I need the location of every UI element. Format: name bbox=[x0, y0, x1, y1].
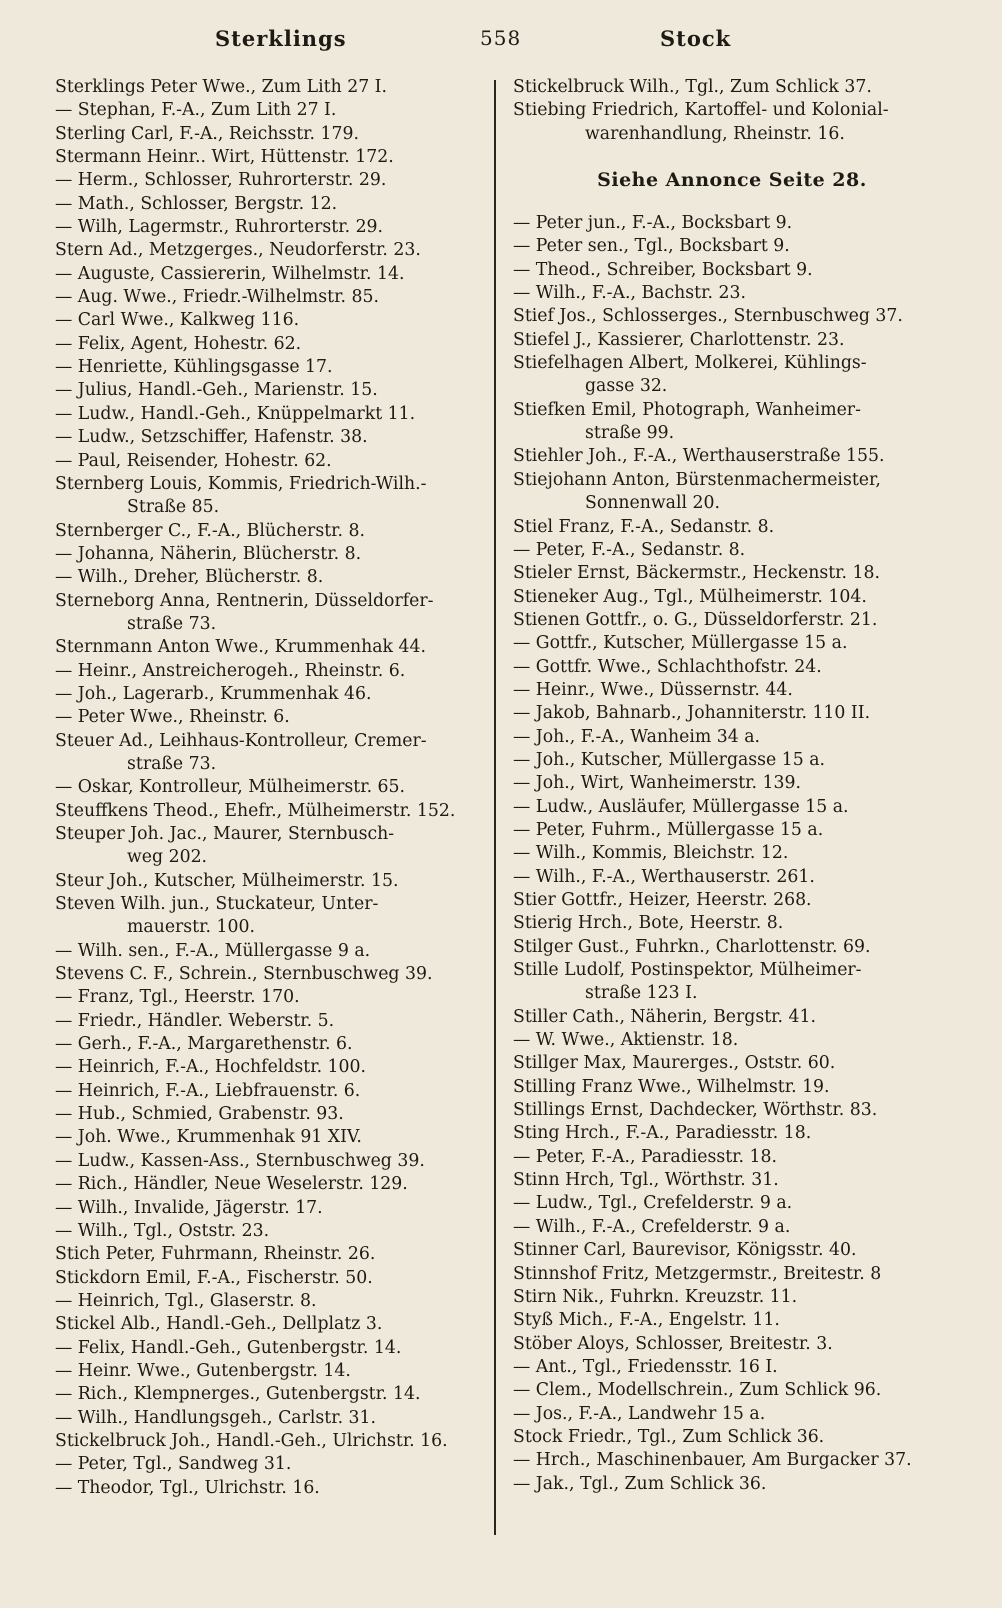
directory-entry: — Gottfr. Wwe., Schlachthofstr. 24. bbox=[513, 656, 822, 677]
entry-continuation: warenhandlung, Rheinstr. 16. bbox=[585, 123, 845, 144]
directory-entry: — Heinr. Wwe., Gutenbergstr. 14. bbox=[55, 1360, 351, 1381]
directory-entry: — Gerh., F.-A., Margarethenstr. 6. bbox=[55, 1034, 353, 1055]
directory-entry: Stilling Franz Wwe., Wilhelmstr. 19. bbox=[513, 1076, 830, 1097]
directory-entry: — Aug. Wwe., Friedr.-Wilhelmstr. 85. bbox=[55, 287, 379, 308]
directory-entry: — Peter sen., Tgl., Bocksbart 9. bbox=[513, 236, 790, 257]
entry-continuation: straße 99. bbox=[585, 423, 675, 444]
directory-entry: — Ant., Tgl., Friedensstr. 16 I. bbox=[513, 1356, 778, 1377]
directory-entry: Stickelbruck Wilh., Tgl., Zum Schlick 37. bbox=[513, 77, 872, 97]
directory-entry: — Henriette, Kühlingsgasse 17. bbox=[55, 357, 333, 378]
directory-entry: Stieneker Aug., Tgl., Mülheimerstr. 104. bbox=[513, 586, 867, 607]
directory-entry: Stiller Cath., Näherin, Bergstr. 41. bbox=[513, 1006, 817, 1027]
directory-entry: Stieler Ernst, Bäckermstr., Heckenstr. 18. bbox=[513, 563, 880, 584]
directory-entry: Stinnshof Fritz, Metzgermstr., Breitestr. 8 bbox=[513, 1263, 882, 1284]
directory-entry: Stierig Hrch., Bote, Heerstr. 8. bbox=[513, 913, 784, 934]
header-left-keyword: Sterklings bbox=[215, 26, 347, 51]
directory-entry: — Johanna, Näherin, Blücherstr. 8. bbox=[55, 543, 362, 564]
directory-entry: Stickel Alb., Handl.-Geh., Dellplatz 3. bbox=[55, 1314, 383, 1335]
entry-continuation: straße 73. bbox=[127, 613, 217, 634]
directory-entry: — Peter, F.-A., Paradiesstr. 18. bbox=[513, 1146, 778, 1167]
page-number: 558 bbox=[480, 26, 522, 50]
directory-entry: Stillings Ernst, Dachdecker, Wörthstr. 83. bbox=[513, 1100, 878, 1121]
directory-entry: — Heinr., Wwe., Düssernstr. 44. bbox=[513, 679, 793, 700]
entry-continuation: mauerstr. 100. bbox=[127, 917, 255, 938]
directory-entry: — Wilh. sen., F.-A., Müllergasse 9 a. bbox=[55, 940, 371, 961]
directory-entry: — Wilh., Tgl., Oststr. 23. bbox=[55, 1220, 270, 1241]
directory-entry: Stief Jos., Schlosserges., Sternbuschweg 37. bbox=[513, 306, 903, 327]
directory-entry: — Hub., Schmied, Grabenstr. 93. bbox=[55, 1104, 344, 1125]
directory-entry: Stickelbruck Joh., Handl.-Geh., Ulrichstr. 16. bbox=[55, 1430, 448, 1451]
directory-entry: Steur Joh., Kutscher, Mülheimerstr. 15. bbox=[55, 870, 399, 891]
right-column-top bbox=[513, 76, 951, 146]
directory-entry: — Heinr., Anstreicherogeh., Rheinstr. 6. bbox=[55, 660, 406, 681]
directory-entry: Steuffkens Theod., Ehefr., Mülheimerstr. 152. bbox=[55, 800, 456, 821]
directory-entry: Sternberger C., F.-A., Blücherstr. 8. bbox=[55, 520, 365, 541]
directory-entry: — Wilh., F.-A., Bachstr. 23. bbox=[513, 283, 746, 304]
directory-entry: Stiehler Joh., F.-A., Werthauserstraße 155. bbox=[513, 446, 885, 467]
right-column-bottom bbox=[513, 212, 951, 1496]
directory-entry: — Joh., Kutscher, Müllergasse 15 a. bbox=[513, 749, 826, 770]
directory-entry: Stillger Max, Maurerges., Oststr. 60. bbox=[513, 1053, 836, 1074]
directory-entry: Stinn Hrch, Tgl., Wörthstr. 31. bbox=[513, 1170, 779, 1191]
directory-entry: — Carl Wwe., Kalkweg 116. bbox=[55, 310, 300, 331]
directory-entry: Sting Hrch., F.-A., Paradiesstr. 18. bbox=[513, 1123, 812, 1144]
directory-entry: — Jos., F.-A., Landwehr 15 a. bbox=[513, 1403, 766, 1424]
directory-entry: — Theodor, Tgl., Ulrichstr. 16. bbox=[55, 1477, 320, 1498]
entry-continuation: weg 202. bbox=[127, 847, 208, 868]
directory-entry: — Stephan, F.-A., Zum Lith 27 I. bbox=[55, 100, 337, 121]
directory-entry: — Hrch., Maschinenbauer, Am Burgacker 37. bbox=[513, 1450, 912, 1471]
directory-entry: — Peter, Fuhrm., Müllergasse 15 a. bbox=[513, 819, 824, 840]
directory-entry: — Wilh., Handlungsgeh., Carlstr. 31. bbox=[55, 1407, 377, 1428]
directory-entry: — Math., Schlosser, Bergstr. 12. bbox=[55, 193, 338, 214]
entry-continuation: Straße 85. bbox=[127, 497, 220, 518]
directory-entry: Stiel Franz, F.-A., Sedanstr. 8. bbox=[513, 516, 775, 537]
left-column bbox=[55, 76, 483, 1500]
directory-entry: Stevens C. F., Schrein., Sternbuschweg 39. bbox=[55, 964, 433, 985]
directory-entry: Sternberg Louis, Kommis, Friedrich-Wilh.- bbox=[55, 473, 427, 494]
directory-entry: Stiefel J., Kassierer, Charlottenstr. 23. bbox=[513, 329, 845, 350]
page-header bbox=[0, 26, 1002, 66]
directory-entry: — Peter, Tgl., Sandweg 31. bbox=[55, 1454, 292, 1475]
directory-entry: Stich Peter, Fuhrmann, Rheinstr. 26. bbox=[55, 1244, 376, 1265]
directory-entry: Stock Friedr., Tgl., Zum Schlick 36. bbox=[513, 1426, 825, 1447]
directory-entry: — Wilh., Dreher, Blücherstr. 8. bbox=[55, 567, 324, 588]
directory-entry: Stier Gottfr., Heizer, Heerstr. 268. bbox=[513, 890, 812, 910]
directory-entry: — Wilh, Lagermstr., Ruhrorterstr. 29. bbox=[55, 217, 384, 238]
directory-entry: Stiebing Friedrich, Kartoffel- und Kolonial- bbox=[513, 100, 889, 121]
column-divider bbox=[494, 80, 496, 1535]
directory-entry: — Joh., Wirt, Wanheimerstr. 139. bbox=[513, 773, 801, 794]
directory-entry: Stermann Heinr.. Wirt, Hüttenstr. 172. bbox=[55, 147, 394, 168]
directory-entry: — Ludw., Kassen-Ass., Sternbuschweg 39. bbox=[55, 1150, 425, 1171]
directory-entry: — Jakob, Bahnarb., Johanniterstr. 110 II. bbox=[513, 703, 871, 724]
entry-continuation: straße 123 I. bbox=[585, 983, 698, 1004]
entry-continuation: gasse 32. bbox=[585, 376, 668, 397]
directory-entry: — Joh. Wwe., Krummenhak 91 XIV. bbox=[55, 1127, 362, 1148]
directory-entry: Stienen Gottfr., o. G., Düsseldorferstr. 21. bbox=[513, 609, 878, 630]
directory-entry: Stiejohann Anton, Bürstenmachermeister, bbox=[513, 469, 881, 490]
directory-entry: — Franz, Tgl., Heerstr. 170. bbox=[55, 987, 300, 1008]
directory-entry: — Friedr., Händler. Weberstr. 5. bbox=[55, 1010, 335, 1031]
directory-entry: — Ludw., Ausläufer, Müllergasse 15 a. bbox=[513, 796, 849, 817]
directory-entry: Steuer Ad., Leihhaus-Kontrolleur, Cremer- bbox=[55, 730, 427, 751]
directory-entry: — Paul, Reisender, Hohestr. 62. bbox=[55, 450, 332, 471]
directory-entry: — Julius, Handl.-Geh., Marienstr. 15. bbox=[55, 380, 378, 401]
directory-entry: Sternmann Anton Wwe., Krummenhak 44. bbox=[55, 637, 426, 658]
directory-entry: — Auguste, Cassiererin, Wilhelmstr. 14. bbox=[55, 263, 405, 284]
header-right-keyword: Stock bbox=[660, 26, 732, 51]
directory-entry: Stickdorn Emil, F.-A., Fischerstr. 50. bbox=[55, 1267, 373, 1288]
directory-entry: Stirn Nik., Fuhrkn. Kreuzstr. 11. bbox=[513, 1286, 798, 1307]
directory-entry: — Wilh., F.-A., Crefelderstr. 9 a. bbox=[513, 1216, 791, 1237]
directory-entry: — Rich., Händler, Neue Weselerstr. 129. bbox=[55, 1174, 408, 1195]
directory-entry: — Peter Wwe., Rheinstr. 6. bbox=[55, 707, 290, 728]
directory-entry: Stöber Aloys, Schlosser, Breitestr. 3. bbox=[513, 1333, 833, 1354]
directory-entry: — Ludw., Handl.-Geh., Knüppelmarkt 11. bbox=[55, 403, 416, 424]
directory-entry: — Wilh., Kommis, Bleichstr. 12. bbox=[513, 843, 789, 864]
directory-entry: Steven Wilh. jun., Stuckateur, Unter- bbox=[55, 894, 379, 915]
entry-continuation: straße 73. bbox=[127, 753, 217, 774]
directory-entry: — Theod., Schreiber, Bocksbart 9. bbox=[513, 259, 813, 280]
directory-entry: — Wilh., F.-A., Werthauserstr. 261. bbox=[513, 866, 815, 887]
directory-entry: Stille Ludolf, Postinspektor, Mülheimer- bbox=[513, 960, 862, 981]
directory-entry: Sterling Carl, F.-A., Reichsstr. 179. bbox=[55, 123, 359, 144]
directory-entry: Sterklings Peter Wwe., Zum Lith 27 I. bbox=[55, 77, 388, 97]
directory-entry: — Clem., Modellschrein., Zum Schlick 96. bbox=[513, 1380, 882, 1401]
entry-continuation: Sonnenwall 20. bbox=[585, 493, 720, 514]
directory-entry: Styß Mich., F.-A., Engelstr. 11. bbox=[513, 1310, 780, 1331]
right-column bbox=[513, 76, 951, 1496]
directory-entry: — Felix, Agent, Hohestr. 62. bbox=[55, 333, 302, 354]
directory-entry: — Jak., Tgl., Zum Schlick 36. bbox=[513, 1473, 767, 1494]
directory-entry: — Herm., Schlosser, Ruhrorterstr. 29. bbox=[55, 170, 387, 191]
directory-entry: — Heinrich, F.-A., Liebfrauenstr. 6. bbox=[55, 1080, 361, 1101]
directory-entry: — Gottfr., Kutscher, Müllergasse 15 a. bbox=[513, 633, 848, 654]
directory-entry: — Peter, F.-A., Sedanstr. 8. bbox=[513, 539, 746, 560]
directory-entry: — Felix, Handl.-Geh., Gutenbergstr. 14. bbox=[55, 1337, 402, 1358]
directory-entry: Sterneborg Anna, Rentnerin, Düsseldorfer- bbox=[55, 590, 434, 611]
directory-entry: — W. Wwe., Aktienstr. 18. bbox=[513, 1030, 739, 1051]
directory-entry: — Peter jun., F.-A., Bocksbart 9. bbox=[513, 213, 793, 234]
directory-entry: Stilger Gust., Fuhrkn., Charlottenstr. 69. bbox=[513, 936, 871, 957]
directory-entry: Stiefelhagen Albert, Molkerei, Kühlings- bbox=[513, 353, 867, 374]
directory-entry: — Heinrich, Tgl., Glaserstr. 8. bbox=[55, 1290, 317, 1311]
directory-entry: — Wilh., Invalide, Jägerstr. 17. bbox=[55, 1197, 323, 1218]
directory-entry: — Heinrich, F.-A., Hochfeldstr. 100. bbox=[55, 1057, 367, 1078]
directory-entry: — Rich., Klempnerges., Gutenbergstr. 14. bbox=[55, 1384, 421, 1405]
directory-entry: — Ludw., Setzschiffer, Hafenstr. 38. bbox=[55, 427, 368, 448]
directory-entry: — Oskar, Kontrolleur, Mülheimerstr. 65. bbox=[55, 777, 406, 798]
directory-entry: Stern Ad., Metzgerges., Neudorferstr. 23. bbox=[55, 240, 421, 261]
directory-entry: — Ludw., Tgl., Crefelderstr. 9 a. bbox=[513, 1193, 793, 1214]
directory-entry: Steuper Joh. Jac., Maurer, Sternbusch- bbox=[55, 824, 395, 844]
directory-entry: Stiefken Emil, Photograph, Wanheimer- bbox=[513, 399, 861, 420]
advertisement-notice: Siehe Annonce Seite 28. bbox=[597, 169, 867, 192]
directory-entry: — Joh., Lagerarb., Krummenhak 46. bbox=[55, 683, 372, 704]
directory-entry: Stinner Carl, Baurevisor, Königsstr. 40. bbox=[513, 1240, 857, 1261]
directory-entry: — Joh., F.-A., Wanheim 34 a. bbox=[513, 726, 761, 747]
